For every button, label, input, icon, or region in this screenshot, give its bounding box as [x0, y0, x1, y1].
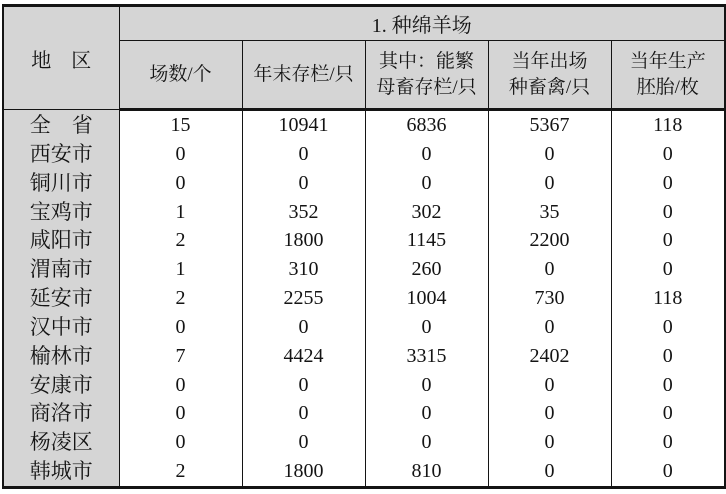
- table-row: [3, 399, 725, 428]
- region-cell: 宝鸡市: [3, 198, 119, 227]
- value-cell: 0: [611, 342, 725, 371]
- value-cell: 0: [611, 255, 725, 284]
- table-row: [3, 198, 725, 227]
- value-cell: 0: [488, 371, 611, 400]
- table-row: [3, 371, 725, 400]
- value-cell: 0: [365, 140, 488, 169]
- value-cell: 3315: [365, 342, 488, 371]
- col-header-line: 胚胎/枚: [636, 76, 699, 98]
- value-cell: 0: [242, 140, 365, 169]
- value-cell: 0: [365, 428, 488, 457]
- value-cell: 0: [242, 313, 365, 342]
- value-cell: 4424: [242, 342, 365, 371]
- value-cell: 302: [365, 198, 488, 227]
- value-cell: 0: [611, 140, 725, 169]
- value-cell: 0: [365, 399, 488, 428]
- region-cell: 榆林市: [3, 342, 119, 371]
- region-cell: 杨凌区: [3, 428, 119, 457]
- value-cell: 0: [365, 313, 488, 342]
- value-cell: 0: [488, 255, 611, 284]
- value-cell: 0: [119, 371, 242, 400]
- value-cell: 2: [119, 457, 242, 487]
- value-cell: 15: [119, 110, 242, 140]
- region-cell: 安康市: [3, 371, 119, 400]
- col-header-line: 年末存栏/只: [253, 63, 354, 85]
- value-cell: 0: [488, 399, 611, 428]
- table-row: [3, 428, 725, 457]
- value-cell: 2255: [242, 284, 365, 313]
- value-cell: 0: [365, 371, 488, 400]
- region-cell: 韩城市: [3, 457, 119, 487]
- value-cell: 1145: [365, 226, 488, 255]
- value-cell: 1800: [242, 457, 365, 487]
- region-cell: 西安市: [3, 140, 119, 169]
- value-cell: 0: [242, 371, 365, 400]
- value-cell: 0: [119, 169, 242, 198]
- region-cell: 全 省: [3, 110, 119, 140]
- value-cell: 0: [488, 428, 611, 457]
- col-header-line: 当年生产: [629, 51, 706, 73]
- value-cell: 0: [119, 428, 242, 457]
- value-cell: 0: [242, 428, 365, 457]
- table-row: [3, 169, 725, 198]
- value-cell: 260: [365, 255, 488, 284]
- value-cell: 2402: [488, 342, 611, 371]
- value-cell: 118: [611, 284, 725, 313]
- region-cell: 延安市: [3, 284, 119, 313]
- col-header-line: 当年出场: [511, 51, 588, 73]
- value-cell: 0: [488, 457, 611, 487]
- value-cell: 7: [119, 342, 242, 371]
- group-header: 1. 种绵羊场: [119, 6, 725, 41]
- table-body: [3, 110, 725, 488]
- col-header-yearend-stock: [242, 41, 365, 110]
- region-cell: 铜川市: [3, 169, 119, 198]
- value-cell: 1004: [365, 284, 488, 313]
- value-cell: 0: [488, 140, 611, 169]
- table-row: [3, 313, 725, 342]
- value-cell: 2200: [488, 226, 611, 255]
- value-cell: 118: [611, 110, 725, 140]
- value-cell: 310: [242, 255, 365, 284]
- table-row: [3, 342, 725, 371]
- col-header-embryos-produced: [611, 41, 725, 110]
- value-cell: 0: [611, 169, 725, 198]
- region-cell: 渭南市: [3, 255, 119, 284]
- value-cell: 0: [611, 226, 725, 255]
- value-cell: 0: [488, 313, 611, 342]
- value-cell: 10941: [242, 110, 365, 140]
- value-cell: 730: [488, 284, 611, 313]
- value-cell: 2: [119, 226, 242, 255]
- value-cell: 0: [365, 169, 488, 198]
- value-cell: 2: [119, 284, 242, 313]
- value-cell: 352: [242, 198, 365, 227]
- value-cell: 1: [119, 198, 242, 227]
- col-header-livestock-sold: [488, 41, 611, 110]
- region-cell: 汉中市: [3, 313, 119, 342]
- value-cell: 6836: [365, 110, 488, 140]
- value-cell: 0: [611, 457, 725, 487]
- value-cell: 1800: [242, 226, 365, 255]
- value-cell: 1: [119, 255, 242, 284]
- value-cell: 35: [488, 198, 611, 227]
- table-row: [3, 140, 725, 169]
- table-row: [3, 110, 725, 140]
- value-cell: 5367: [488, 110, 611, 140]
- value-cell: 0: [611, 428, 725, 457]
- col-header-line: 种畜禽/只: [508, 76, 591, 98]
- table-row: [3, 255, 725, 284]
- col-header-line: 场数/个: [149, 63, 212, 85]
- region-column-header: 地 区: [3, 6, 119, 110]
- table-header: [3, 6, 725, 110]
- col-header-line: 其中：能繁: [378, 51, 474, 73]
- region-cell: 咸阳市: [3, 226, 119, 255]
- breeding-sheep-farm-table: [2, 4, 726, 489]
- col-header-line: 母畜存栏/只: [376, 76, 477, 98]
- region-cell: 商洛市: [3, 399, 119, 428]
- value-cell: 0: [611, 371, 725, 400]
- col-header-farm-count: [119, 41, 242, 110]
- col-header-breeding-females: [365, 41, 488, 110]
- value-cell: 810: [365, 457, 488, 487]
- value-cell: 0: [611, 313, 725, 342]
- value-cell: 0: [488, 169, 611, 198]
- value-cell: 0: [242, 169, 365, 198]
- value-cell: 0: [611, 399, 725, 428]
- table-row: [3, 284, 725, 313]
- table-row: [3, 457, 725, 487]
- table-row: [3, 226, 725, 255]
- value-cell: 0: [119, 399, 242, 428]
- group-header-row: [3, 6, 725, 41]
- value-cell: 0: [611, 198, 725, 227]
- value-cell: 0: [242, 399, 365, 428]
- value-cell: 0: [119, 140, 242, 169]
- value-cell: 0: [119, 313, 242, 342]
